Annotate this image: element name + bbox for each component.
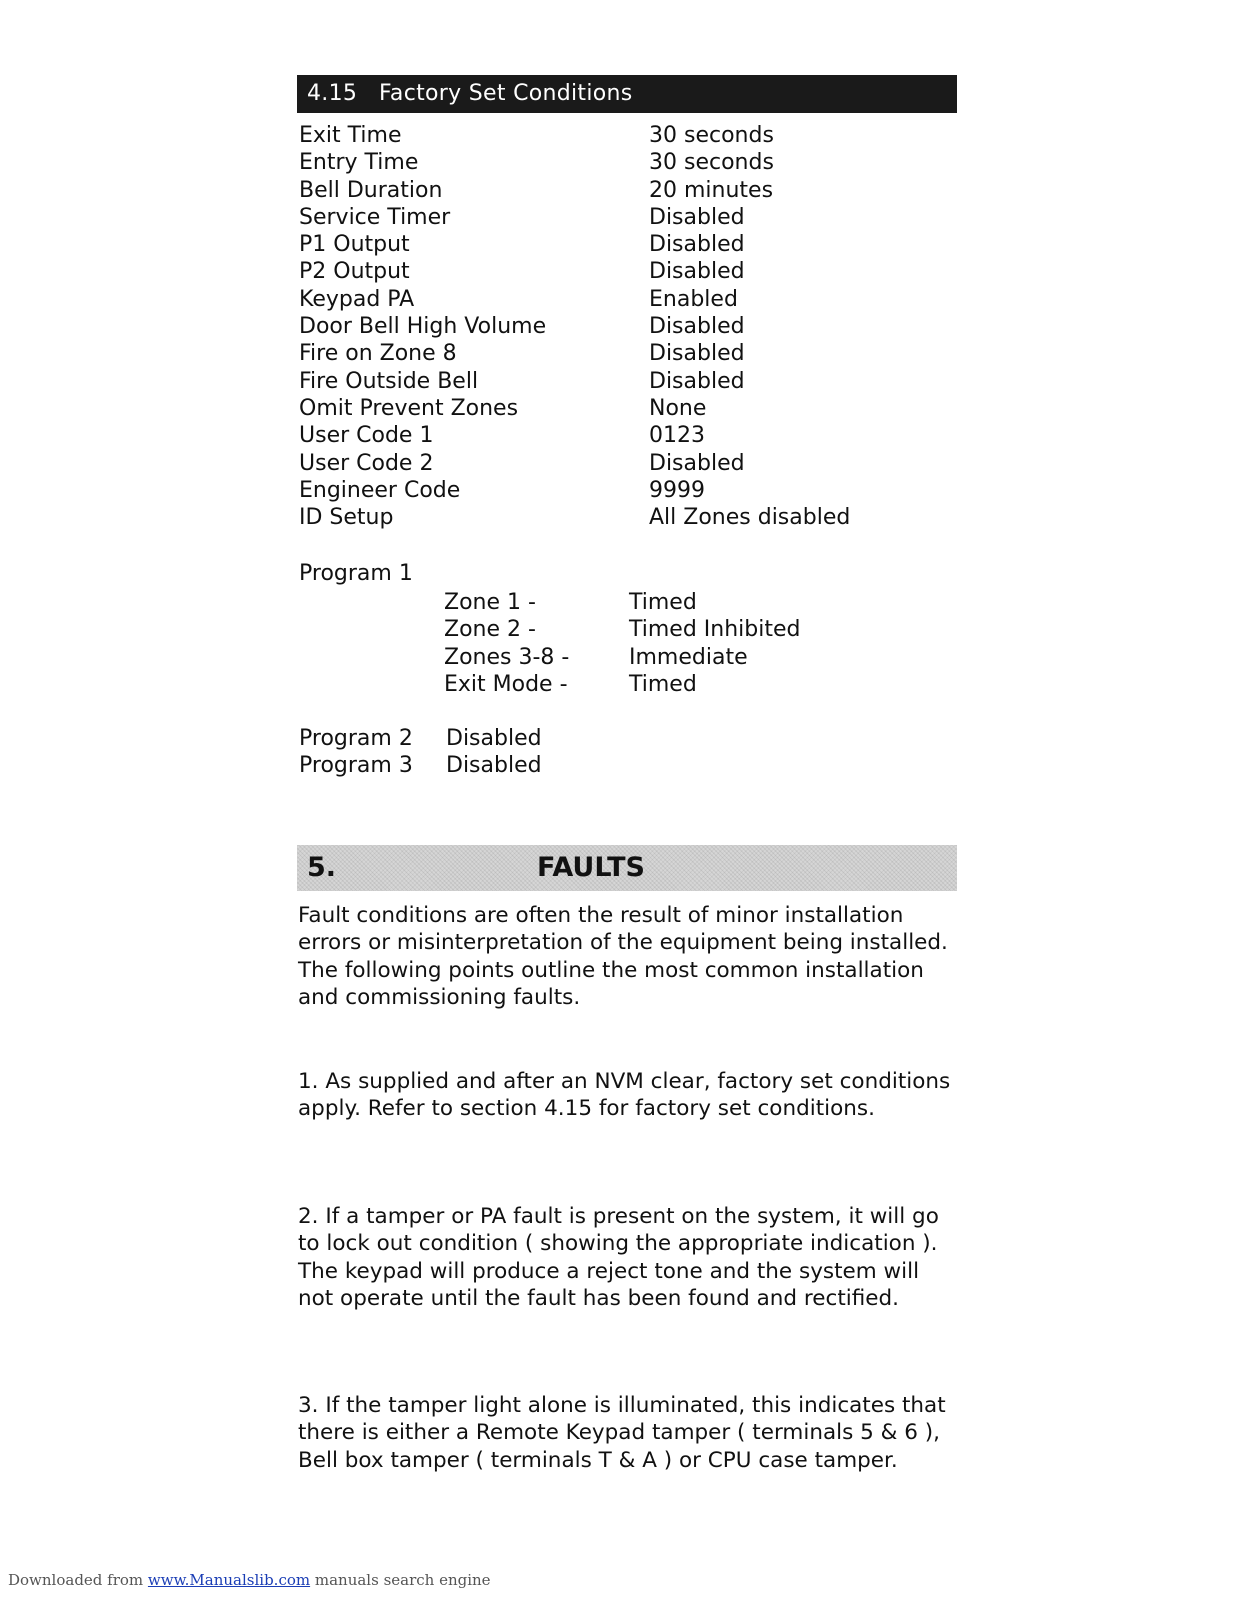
faults-intro-paragraph: Fault conditions are often the result of minor installation errors or misinterpretation of the equipment being installed. The following points outline the most common installation and commissioning faults. <box>298 903 948 1010</box>
section-title: FAULTS <box>537 852 645 883</box>
setting-label: Exit Time <box>299 123 402 148</box>
setting-label: Omit Prevent Zones <box>299 395 519 421</box>
setting-value: Disabled <box>649 204 745 230</box>
setting-value: Disabled <box>649 314 745 340</box>
program-value: Disabled <box>446 726 542 751</box>
setting-row <box>299 477 939 504</box>
setting-label: Fire Outside Bell <box>299 368 479 394</box>
setting-label: ID Setup <box>299 505 394 531</box>
other-programs <box>299 725 599 780</box>
setting-row <box>299 204 939 231</box>
setting-value: None <box>649 395 707 421</box>
setting-label: Engineer Code <box>299 477 461 503</box>
fault-item-2: 2. If a tamper or PA fault is present on the system, it will go to lock out condition ( showing the appropriate indication ). The keypad will produce a reject tone and the system will not operate until the fault has been found and rectified. <box>298 1204 939 1311</box>
setting-row <box>299 122 939 149</box>
setting-row <box>299 395 939 422</box>
program-1-zones <box>444 589 864 698</box>
zone-value: Immediate <box>629 644 748 670</box>
zone-row <box>444 671 864 698</box>
setting-value: 0123 <box>649 423 705 449</box>
section-number: 4.15 <box>307 81 358 106</box>
setting-value: Disabled <box>649 259 745 285</box>
setting-row <box>299 422 939 449</box>
setting-label: P2 Output <box>299 259 410 285</box>
setting-row <box>299 313 939 340</box>
setting-value: Disabled <box>649 450 745 476</box>
setting-row <box>299 231 939 258</box>
download-footer <box>8 1571 491 1589</box>
setting-value: Enabled <box>649 286 738 312</box>
zone-label: Zone 2 - <box>444 617 536 643</box>
zone-value: Timed Inhibited <box>629 617 801 643</box>
setting-row <box>299 149 939 176</box>
setting-row <box>299 504 939 531</box>
fault-item-3: 3. If the tamper light alone is illuminated, this indicates that there is either a Remote Keypad tamper ( terminals 5 & 6 ), Bell box tamper ( terminals T & A ) or CPU case tamper. <box>298 1393 946 1473</box>
setting-row <box>299 177 939 204</box>
zone-label: Exit Mode - <box>444 671 568 697</box>
setting-label: Bell Duration <box>299 177 443 203</box>
program-label: Program 3 <box>299 753 413 779</box>
fault-item-1: 1. As supplied and after an NVM clear, factory set conditions apply. Refer to section 4.15 for factory set conditions. <box>298 1069 951 1122</box>
program-1-label: Program 1 <box>299 561 413 586</box>
zone-row <box>444 589 864 616</box>
setting-label: User Code 2 <box>299 450 434 476</box>
section-title: Factory Set Conditions <box>379 81 633 106</box>
zone-label: Zone 1 - <box>444 590 536 615</box>
manualslib-link[interactable]: www.Manualslib.com <box>147 1571 311 1589</box>
zone-row <box>444 644 864 671</box>
footer-prefix: Downloaded from <box>8 1571 148 1589</box>
setting-value: Disabled <box>649 341 745 367</box>
setting-label: Door Bell High Volume <box>299 314 547 340</box>
setting-value: Disabled <box>649 368 745 394</box>
setting-value: 9999 <box>649 477 705 503</box>
zone-row <box>444 616 864 643</box>
zone-value: Timed <box>629 590 697 615</box>
setting-label: P1 Output <box>299 232 410 258</box>
program-row <box>299 725 599 752</box>
setting-label: Entry Time <box>299 150 419 176</box>
zone-value: Timed <box>629 671 697 697</box>
setting-label: User Code 1 <box>299 423 434 449</box>
program-label: Program 2 <box>299 726 413 751</box>
setting-label: Service Timer <box>299 204 451 230</box>
zone-label: Zones 3-8 - <box>444 644 570 670</box>
setting-row <box>299 340 939 367</box>
setting-value: 30 seconds <box>649 123 774 148</box>
section-5-header <box>297 845 957 891</box>
setting-row <box>299 368 939 395</box>
factory-settings-list <box>299 122 939 531</box>
setting-row <box>299 450 939 477</box>
section-number: 5. <box>307 852 337 883</box>
setting-row <box>299 258 939 285</box>
setting-label: Keypad PA <box>299 286 415 312</box>
setting-value: 20 minutes <box>649 177 774 203</box>
setting-label: Fire on Zone 8 <box>299 341 457 367</box>
program-row <box>299 752 599 779</box>
setting-row <box>299 286 939 313</box>
program-value: Disabled <box>446 753 542 779</box>
setting-value: All Zones disabled <box>649 505 851 531</box>
section-4-15-header <box>297 75 957 113</box>
setting-value: 30 seconds <box>649 150 774 176</box>
footer-suffix: manuals search engine <box>310 1571 491 1589</box>
setting-value: Disabled <box>649 232 745 258</box>
